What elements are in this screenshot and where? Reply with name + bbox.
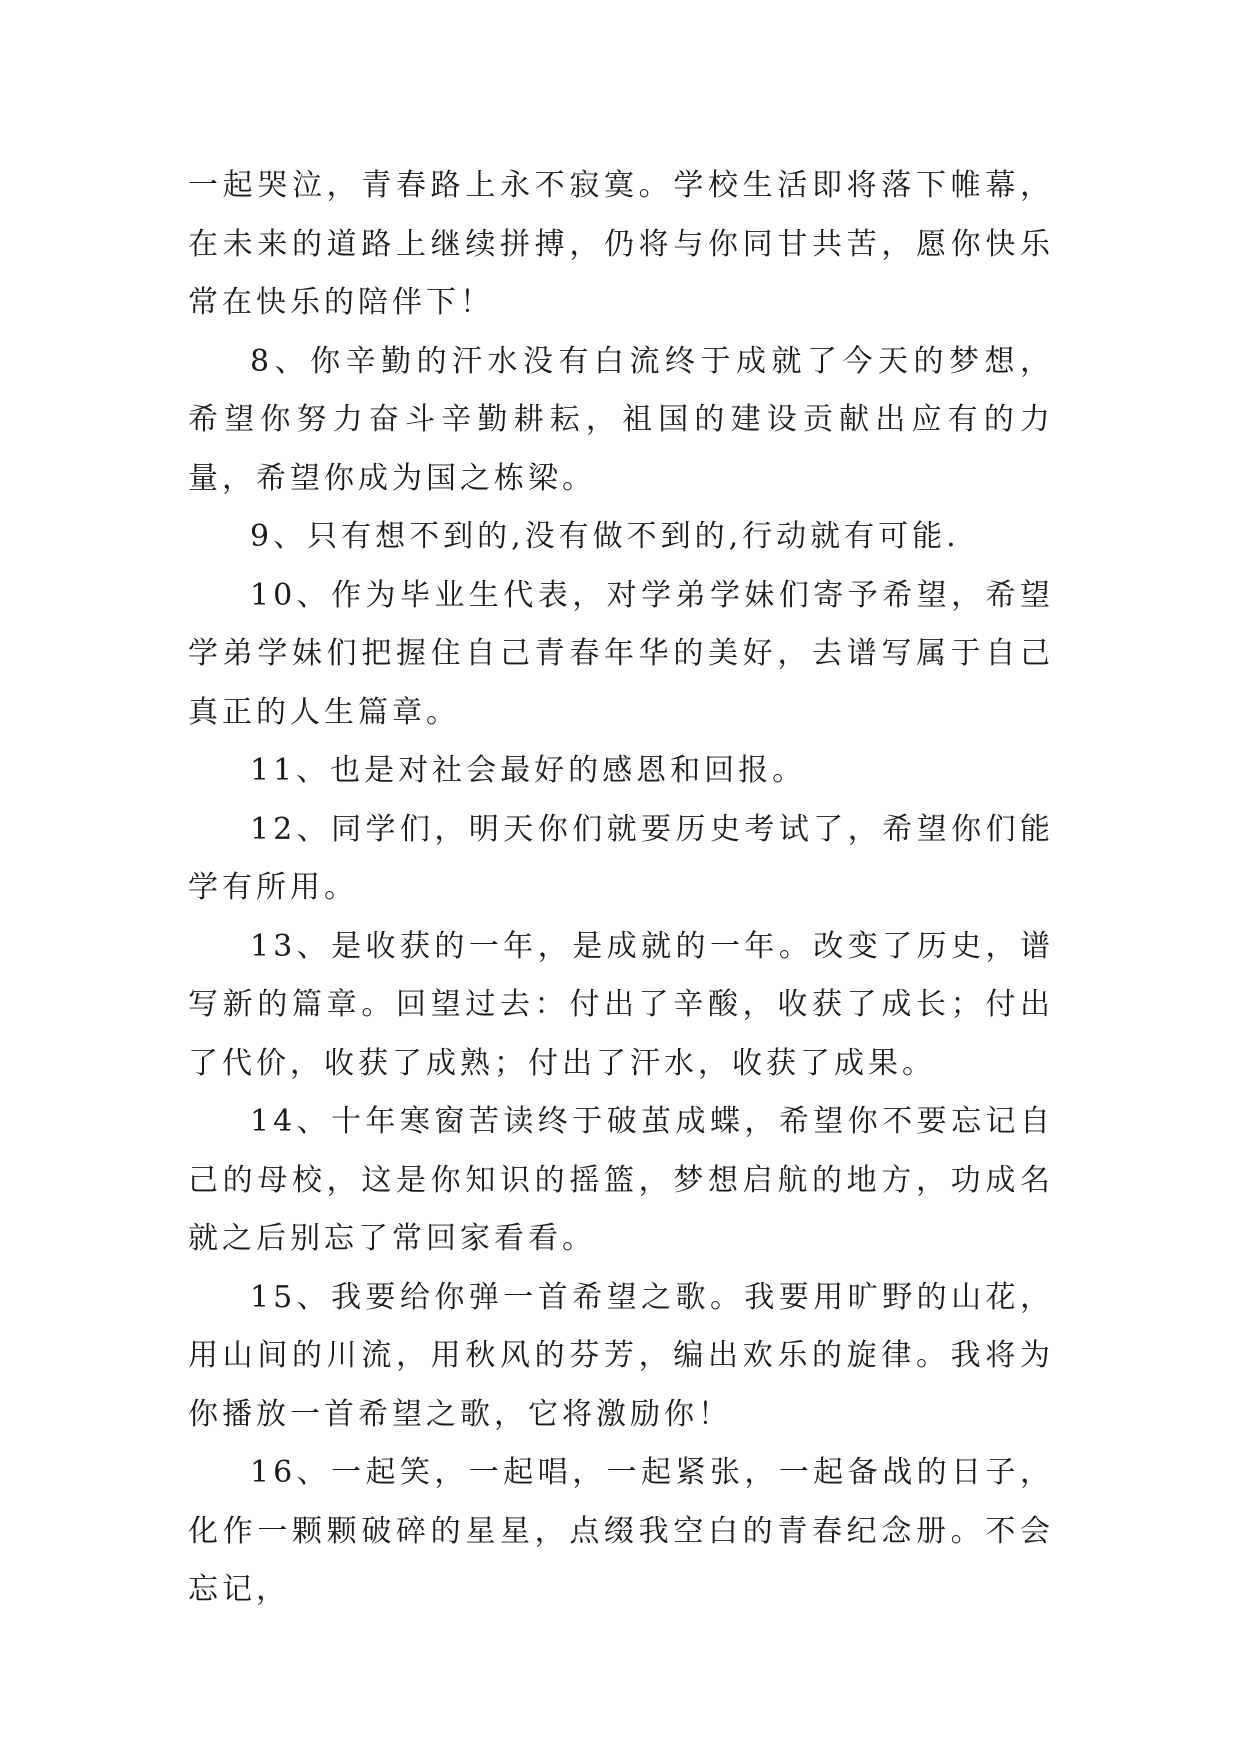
- document-body: [188, 157, 1054, 1620]
- paragraph-continuation: 一起哭泣，青春路上永不寂寞。学校生活即将落下帷幕，在未来的道路上继续拼搏，仍将与你同甘共苦，愿你快乐常在快乐的陪伴下！: [188, 168, 1054, 320]
- paragraph-item-16: 16、一起笑，一起唱，一起紧张，一起备战的日子，化作一颗颗破碎的星星，点缀我空白的青春纪念册。不会忘记，: [188, 1455, 1054, 1607]
- paragraph-item-14: 14、十年寒窗苦读终于破茧成蝶，希望你不要忘记自己的母校，这是你知识的摇篮，梦想启航的地方，功成名就之后别忘了常回家看看。: [188, 1104, 1054, 1256]
- paragraph-item-10: 10、作为毕业生代表，对学弟学妹们寄予希望，希望学弟学妹们把握住自己青春年华的美好，去谱写属于自己真正的人生篇章。: [188, 577, 1054, 730]
- paragraph-item-9: 9、只有想不到的,没有做不到的,行动就有可能.: [250, 519, 960, 554]
- paragraph-item-11: 11、也是对社会最好的感恩和回报。: [250, 753, 807, 788]
- paragraph-item-8: 8、你辛勤的汗水没有白流终于成就了今天的梦想，希望你努力奋斗辛勤耕耘，祖国的建设贡献出应有的力量，希望你成为国之栋梁。: [188, 343, 1054, 496]
- paragraph-item-15: 15、我要给你弹一首希望之歌。我要用旷野的山花，用山间的川流，用秋风的芬芳，编出欢乐的旋律。我将为你播放一首希望之歌，它将激励你！: [188, 1279, 1054, 1432]
- paragraph-item-12: 12、同学们，明天你们就要历史考试了，希望你们能学有所用。: [188, 811, 1054, 905]
- paragraph-item-13: 13、是收获的一年，是成就的一年。改变了历史，谱写新的篇章。回望过去：付出了辛酸，收获了成长；付出了代价，收获了成熟；付出了汗水，收获了成果。: [188, 928, 1054, 1081]
